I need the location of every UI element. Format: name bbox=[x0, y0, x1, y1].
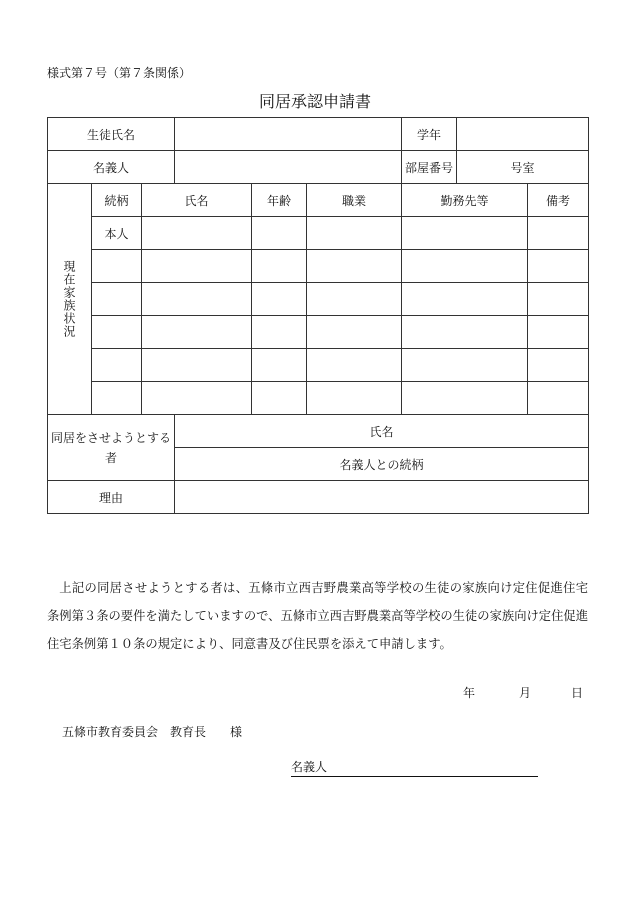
family-cell[interactable] bbox=[142, 217, 252, 250]
family-cell[interactable] bbox=[402, 316, 528, 349]
grade-label: 学年 bbox=[402, 118, 457, 151]
family-cell[interactable] bbox=[252, 283, 307, 316]
family-section-text: 現在家族状況 bbox=[62, 260, 76, 338]
family-cell[interactable] bbox=[142, 316, 252, 349]
applicant-signature-line[interactable] bbox=[291, 758, 538, 777]
family-cell[interactable] bbox=[402, 250, 528, 283]
col-age: 年齢 bbox=[252, 184, 307, 217]
student-name-label: 生徒氏名 bbox=[48, 118, 175, 151]
recipient-line: 五條市教育委員会 教育長 様 bbox=[62, 725, 243, 739]
family-cell[interactable] bbox=[252, 250, 307, 283]
family-row bbox=[48, 217, 589, 250]
family-row bbox=[48, 382, 589, 415]
family-cell[interactable] bbox=[142, 250, 252, 283]
col-remarks: 備考 bbox=[528, 184, 589, 217]
reason-label: 理由 bbox=[48, 481, 175, 514]
family-cell[interactable] bbox=[92, 349, 142, 382]
nominee-label: 名義人 bbox=[48, 151, 175, 184]
family-row bbox=[48, 250, 589, 283]
family-cell[interactable] bbox=[307, 349, 402, 382]
col-occupation: 職業 bbox=[307, 184, 402, 217]
student-name-field[interactable] bbox=[175, 118, 402, 151]
family-cell[interactable] bbox=[92, 283, 142, 316]
family-cell[interactable] bbox=[528, 316, 589, 349]
applicant-label: 名義人 bbox=[291, 760, 328, 774]
relation-label: 名義人との続柄 bbox=[339, 457, 424, 472]
family-cell[interactable] bbox=[92, 316, 142, 349]
date-year: 年 bbox=[463, 686, 476, 700]
family-cell[interactable] bbox=[142, 349, 252, 382]
family-cell[interactable] bbox=[528, 283, 589, 316]
family-cell[interactable] bbox=[307, 283, 402, 316]
family-cell[interactable] bbox=[92, 382, 142, 415]
family-cell[interactable] bbox=[528, 349, 589, 382]
date-month: 月 bbox=[519, 686, 532, 700]
room-number-field[interactable] bbox=[457, 151, 589, 184]
application-table bbox=[47, 117, 589, 514]
family-cell[interactable] bbox=[307, 316, 402, 349]
family-cell[interactable] bbox=[528, 250, 589, 283]
family-section-label bbox=[48, 184, 92, 415]
self-label: 本人 bbox=[92, 217, 142, 250]
family-cell[interactable] bbox=[307, 250, 402, 283]
col-relation: 続柄 bbox=[92, 184, 142, 217]
family-cell[interactable] bbox=[402, 283, 528, 316]
room-suffix: 号室 bbox=[510, 160, 535, 175]
family-row bbox=[48, 283, 589, 316]
family-cell[interactable] bbox=[402, 382, 528, 415]
family-row bbox=[48, 349, 589, 382]
nominee-field[interactable] bbox=[175, 151, 402, 184]
family-cell[interactable] bbox=[402, 217, 528, 250]
col-name: 氏名 bbox=[142, 184, 252, 217]
family-cell[interactable] bbox=[252, 382, 307, 415]
family-cell[interactable] bbox=[307, 217, 402, 250]
date-day: 日 bbox=[571, 686, 584, 700]
form-number: 様式第７号（第７条関係） bbox=[47, 66, 192, 80]
application-statement: 上記の同居させようとする者は、五條市立西吉野農業高等学校の生徒の家族向け定住促進住宅条例第３条の要件を満たしていますので、五條市立西吉野農業高等学校の生徒の家族向け定住促進住宅条例第１０条の規定により、同意書及び住民票を添えて申請します。 bbox=[47, 581, 588, 651]
family-cell[interactable] bbox=[252, 316, 307, 349]
family-cell[interactable] bbox=[528, 382, 589, 415]
reason-field[interactable] bbox=[175, 481, 589, 514]
col-workplace: 勤務先等 bbox=[402, 184, 528, 217]
family-cell[interactable] bbox=[252, 349, 307, 382]
room-number-label: 部屋番号 bbox=[402, 151, 457, 184]
document-title: 同居承認申請書 bbox=[258, 92, 371, 111]
family-row bbox=[48, 316, 589, 349]
family-cell[interactable] bbox=[142, 283, 252, 316]
family-cell[interactable] bbox=[142, 382, 252, 415]
family-cell[interactable] bbox=[92, 250, 142, 283]
cohabitant-label: 同居をさせようとする者 bbox=[48, 415, 175, 481]
family-cell[interactable] bbox=[252, 217, 307, 250]
cohabitant-name-field[interactable] bbox=[175, 415, 589, 448]
grade-field[interactable] bbox=[457, 118, 589, 151]
cohabitant-relation-field[interactable] bbox=[175, 448, 589, 481]
family-cell[interactable] bbox=[402, 349, 528, 382]
family-cell[interactable] bbox=[528, 217, 589, 250]
cohabitant-name-label: 氏名 bbox=[369, 424, 394, 439]
family-cell[interactable] bbox=[307, 382, 402, 415]
